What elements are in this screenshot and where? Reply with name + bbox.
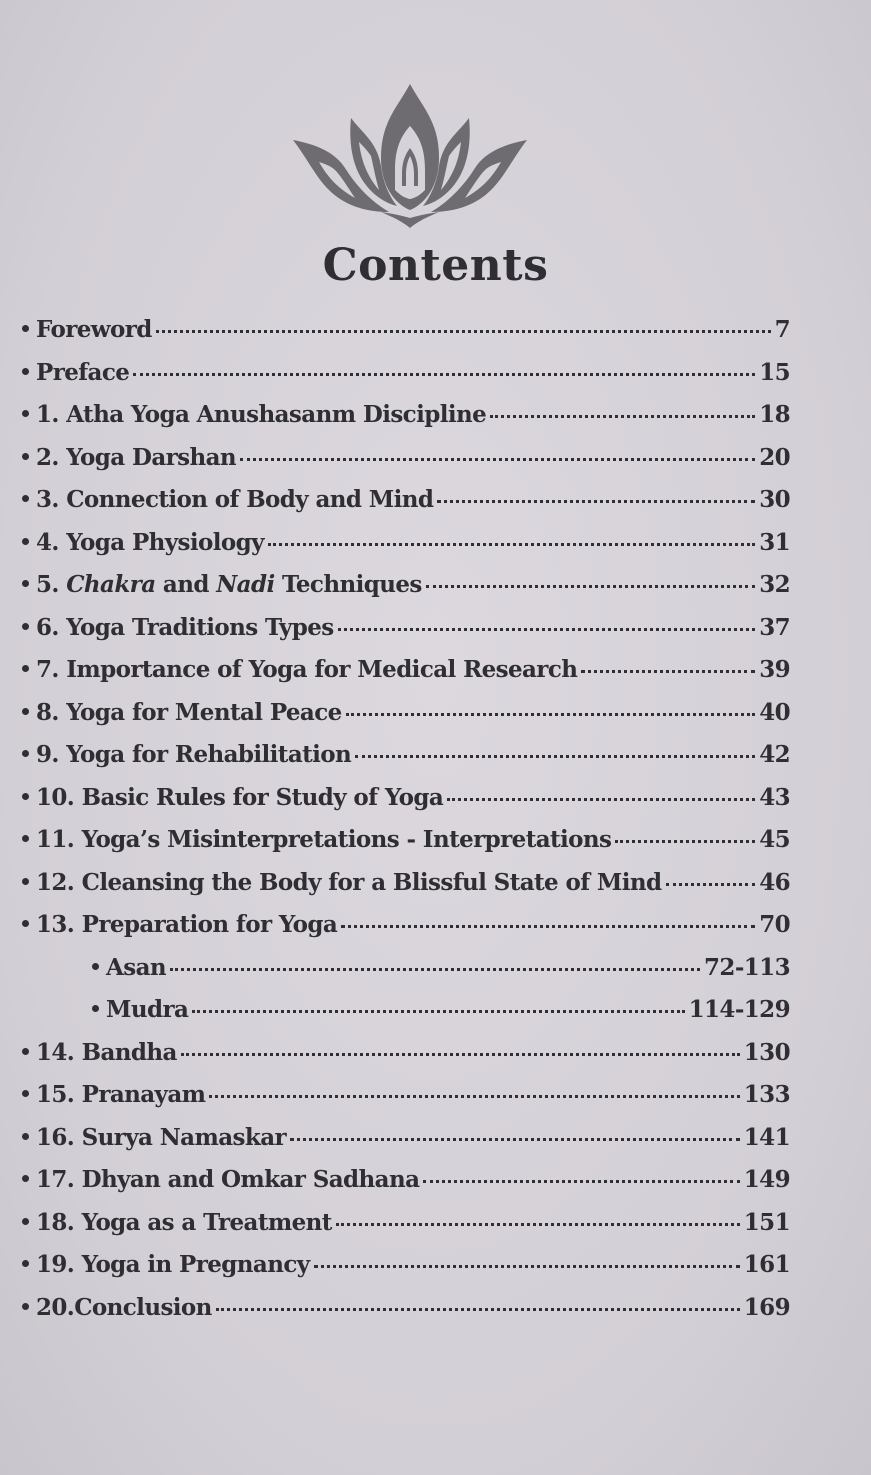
toc-entry-18[interactable] <box>22 1209 790 1252</box>
toc-entry-12[interactable] <box>22 869 790 912</box>
entry-page: 30 <box>759 486 790 513</box>
entry-page: 133 <box>743 1081 790 1108</box>
toc-entry-8[interactable] <box>22 699 790 742</box>
bullet-icon <box>22 410 29 417</box>
dot-leader <box>426 585 755 588</box>
entry-label: 1. Atha Yoga Anushasanm Discipline <box>36 401 487 428</box>
toc-entry-5[interactable] <box>22 571 790 614</box>
entry-page: 169 <box>743 1293 790 1321</box>
toc-entry-4[interactable] <box>22 529 790 572</box>
entry-page: 31 <box>759 528 790 556</box>
entry-label: 16. Surya Namaskar <box>36 1123 287 1151</box>
entry-label: Preface <box>36 358 130 386</box>
entry-label: 20.Conclusion <box>36 1293 212 1321</box>
dot-leader <box>355 755 755 758</box>
entry-label <box>36 571 422 598</box>
dot-leader <box>216 1308 740 1311</box>
entry-label: 17. Dhyan and Omkar Sadhana <box>36 1166 420 1193</box>
bullet-icon <box>22 878 29 885</box>
entry-label: 11. Yoga’s Misinterpretations - Interpretations <box>36 826 612 853</box>
entry-page: 7 <box>774 316 790 343</box>
entry-label: 15. Pranayam <box>36 1081 206 1108</box>
entry-page: 40 <box>759 698 790 726</box>
entry-label-part: and <box>155 571 217 598</box>
entry-label: 19. Yoga in Pregnancy <box>36 1251 310 1278</box>
entry-label-italic: Nadi <box>216 571 275 598</box>
bullet-icon <box>22 580 29 587</box>
entry-label: 18. Yoga as a Treatment <box>36 1208 332 1236</box>
entry-label: 8. Yoga for Mental Peace <box>36 698 342 726</box>
entry-page: 32 <box>759 571 790 598</box>
entry-label: 14. Bandha <box>36 1038 177 1066</box>
entry-label: 4. Yoga Physiology <box>36 528 264 556</box>
entry-label: 10. Basic Rules for Study of Yoga <box>36 783 444 811</box>
dot-leader <box>240 458 755 461</box>
entry-label: 7. Importance of Yoga for Medical Research <box>36 656 578 683</box>
bullet-icon <box>22 1218 29 1225</box>
entry-page: 46 <box>759 868 790 896</box>
dot-leader <box>615 840 755 843</box>
toc-entry-foreword[interactable] <box>22 316 790 359</box>
dot-leader <box>268 543 755 546</box>
dot-leader <box>447 798 755 801</box>
dot-leader <box>290 1138 740 1141</box>
bullet-icon <box>22 453 29 460</box>
bullet-icon <box>22 325 29 332</box>
bullet-icon <box>22 1260 29 1267</box>
bullet-icon <box>22 1048 29 1055</box>
entry-label: Mudra <box>106 996 189 1023</box>
entry-label: 13. Preparation for Yoga <box>36 911 338 938</box>
bullet-icon <box>22 708 29 715</box>
bullet-icon <box>22 1303 29 1310</box>
bullet-icon <box>22 1090 29 1097</box>
bullet-icon <box>22 368 29 375</box>
dot-leader <box>156 330 771 333</box>
dot-leader <box>341 925 755 928</box>
toc-entry-11[interactable] <box>22 826 790 869</box>
bullet-icon <box>22 793 29 800</box>
entry-page: 15 <box>759 358 790 386</box>
entry-page: 45 <box>759 826 790 853</box>
dot-leader <box>336 1223 740 1226</box>
entry-label: 6. Yoga Traditions Types <box>36 613 334 641</box>
toc-entry-17[interactable] <box>22 1166 790 1209</box>
bullet-icon <box>22 1133 29 1140</box>
toc-entry-2[interactable] <box>22 444 790 487</box>
entry-page: 43 <box>759 783 790 811</box>
entry-label: 9. Yoga for Rehabilitation <box>36 741 352 768</box>
bullet-icon <box>22 495 29 502</box>
entry-page: 37 <box>759 613 790 641</box>
toc-entry-1[interactable] <box>22 401 790 444</box>
entry-label: 12. Cleansing the Body for a Blissful State of Mind <box>36 868 662 896</box>
dot-leader <box>314 1265 740 1268</box>
entry-label-part: 5. <box>36 571 67 598</box>
entry-page: 72-113 <box>704 953 790 981</box>
entry-label: 3. Connection of Body and Mind <box>36 486 434 513</box>
entry-page: 42 <box>759 741 790 768</box>
entry-label: 2. Yoga Darshan <box>36 443 237 471</box>
bullet-icon <box>22 835 29 842</box>
dot-leader <box>490 415 755 418</box>
bullet-icon <box>22 623 29 630</box>
toc-entry-7[interactable] <box>22 656 790 699</box>
dot-leader <box>192 1010 684 1013</box>
entry-page: 20 <box>759 443 790 471</box>
entry-page: 141 <box>743 1123 790 1151</box>
dot-leader <box>338 628 756 631</box>
dot-leader <box>666 883 756 886</box>
toc-entry-16[interactable] <box>22 1124 790 1167</box>
toc-entry-13[interactable] <box>22 911 790 954</box>
dot-leader <box>170 968 700 971</box>
toc-entry-19[interactable] <box>22 1251 790 1294</box>
bullet-icon <box>22 665 29 672</box>
page-title: Contents <box>322 240 549 291</box>
bullet-icon <box>22 750 29 757</box>
entry-label-italic: Chakra <box>66 571 156 598</box>
entry-page: 151 <box>743 1208 790 1236</box>
toc-entry-14[interactable] <box>22 1039 790 1082</box>
toc-entry-20[interactable] <box>22 1294 790 1337</box>
bullet-icon <box>22 1175 29 1182</box>
table-of-contents <box>22 316 790 1336</box>
entry-page: 130 <box>743 1038 790 1066</box>
bullet-icon <box>92 963 99 970</box>
toc-subentry-asan[interactable] <box>22 954 790 997</box>
dot-leader <box>181 1053 740 1056</box>
dot-leader <box>437 500 755 503</box>
toc-subentry-mudra[interactable] <box>22 996 790 1039</box>
entry-label: Asan <box>106 953 167 981</box>
dot-leader <box>581 670 755 673</box>
entry-page: 18 <box>759 401 790 428</box>
toc-entry-3[interactable] <box>22 486 790 529</box>
toc-entry-9[interactable] <box>22 741 790 784</box>
lotus-icon <box>285 78 535 228</box>
entry-label-part: Techniques <box>274 571 422 598</box>
dot-leader <box>209 1095 739 1098</box>
bullet-icon <box>22 538 29 545</box>
toc-entry-15[interactable] <box>22 1081 790 1124</box>
bullet-icon <box>22 920 29 927</box>
toc-entry-10[interactable] <box>22 784 790 827</box>
entry-page: 149 <box>743 1166 790 1193</box>
toc-entry-6[interactable] <box>22 614 790 657</box>
entry-label: Foreword <box>36 316 152 343</box>
toc-entry-preface[interactable] <box>22 359 790 402</box>
entry-page: 114-129 <box>688 996 790 1023</box>
entry-page: 70 <box>759 911 790 938</box>
entry-page: 39 <box>759 656 790 683</box>
dot-leader <box>423 1180 739 1183</box>
bullet-icon <box>92 1005 99 1012</box>
dot-leader <box>346 713 756 716</box>
entry-page: 161 <box>743 1251 790 1278</box>
dot-leader <box>133 373 755 376</box>
